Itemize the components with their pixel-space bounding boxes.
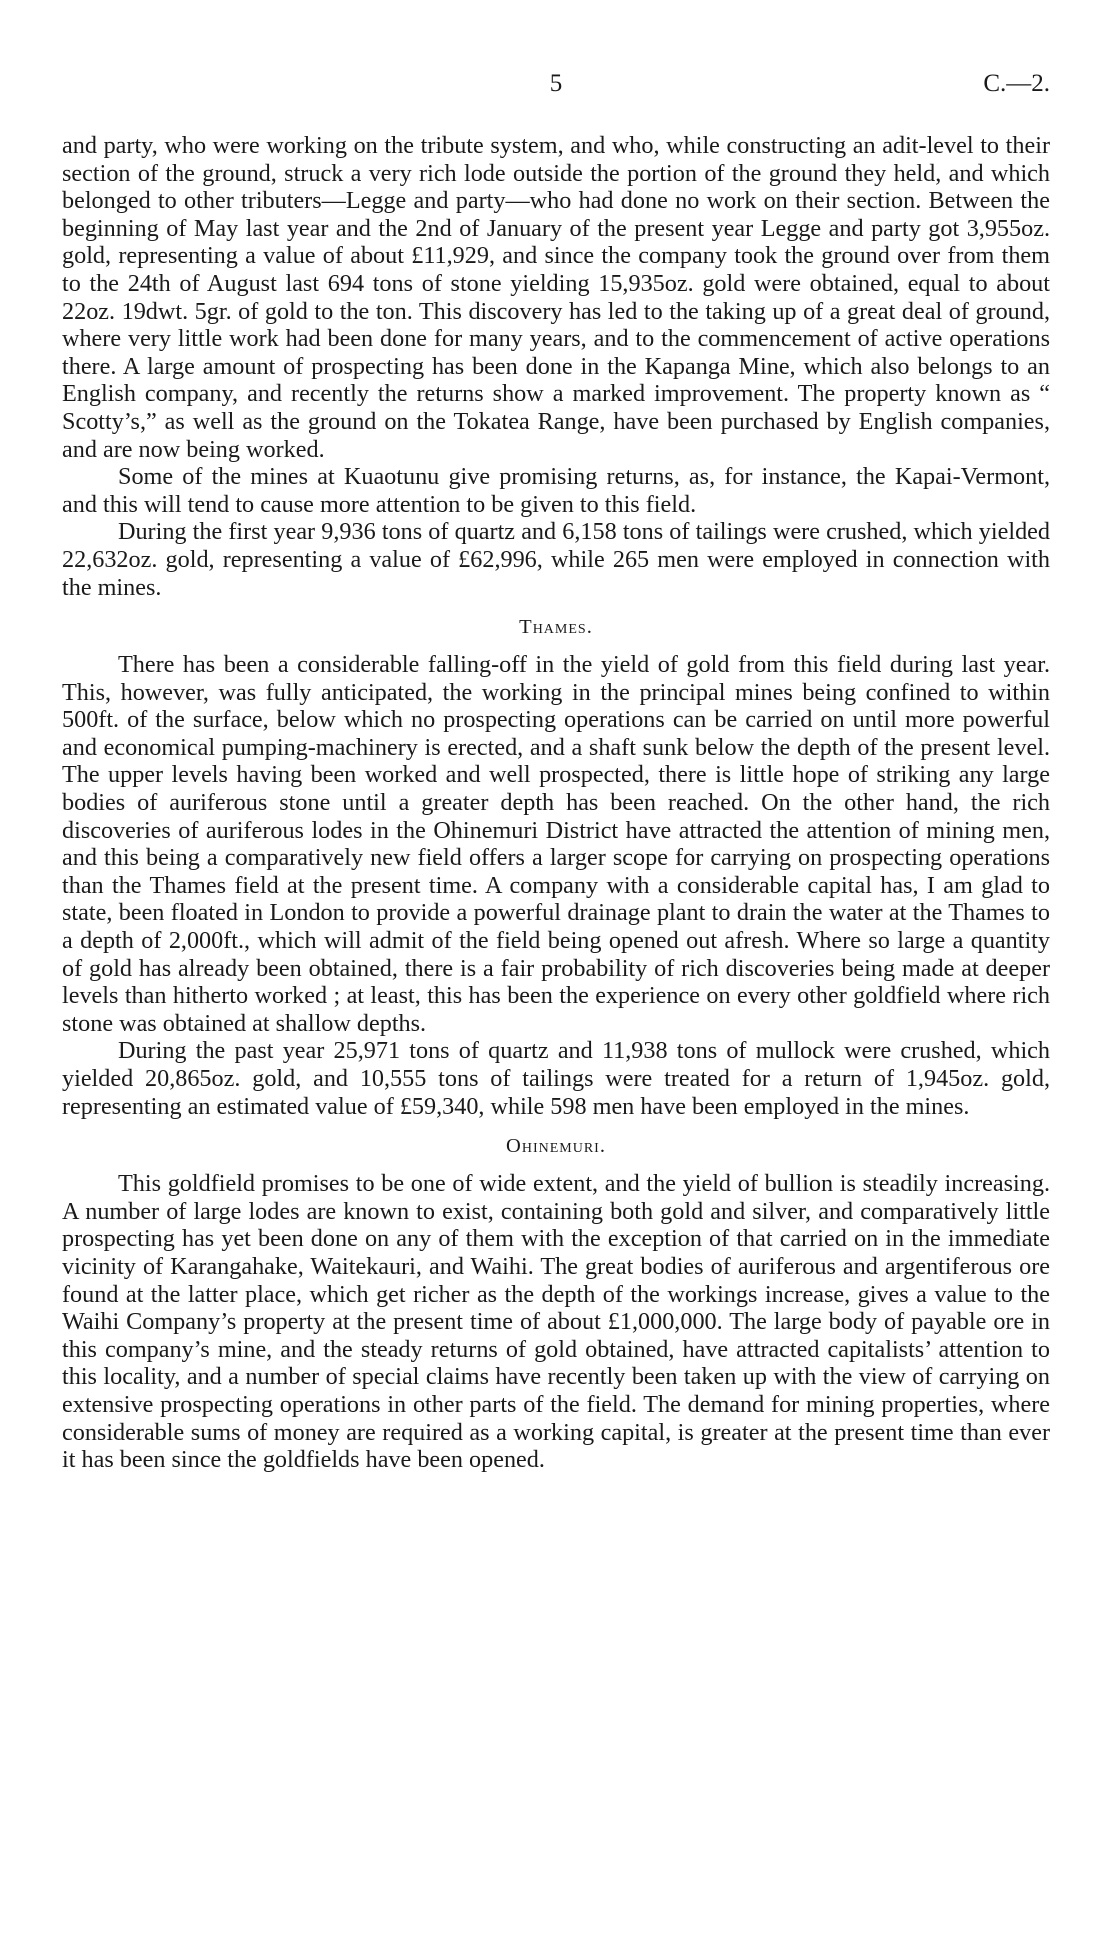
paragraph-thames-returns: During the past year 25,971 tons of quartz and 11,938 tons of mullock were crushed, which yielded 20,865oz. gold, and 10,555 tons of tailings were treated for a return of 1,945oz. gold, representing an estimated value of £59,340, while 598 men have been employed in the mines.: [62, 1037, 1050, 1120]
paragraph-kuaotunu: Some of the mines at Kuaotunu give promising returns, as, for instance, the Kapai-Vermont, and this will tend to cause more attention to be given to this field.: [62, 463, 1050, 518]
paragraph-thames-falling-off: There has been a considerable falling-off in the yield of gold from this field during last year. This, however, was fully anticipated, the working in the principal mines being confined to within 500ft. of the surface, below which no prospecting operations can be carried on until more powerful and economical pumping-machinery is erected, and a shaft sunk below the depth of the present level. The upper levels having been worked and well prospected, there is little hope of striking any large bodies of auriferous stone until a greater depth has been reached. On the other hand, the rich discoveries of auriferous lodes in the Ohinemuri District have attracted the attention of mining men, and this being a comparatively new field offers a larger scope for carrying on prospecting operations than the Thames field at the present time. A company with a considerable capital has, I am glad to state, been floated in London to provide a powerful drainage plant to drain the water at the Thames to a depth of 2,000ft., which will admit of the field being opened out afresh. Where so large a quantity of gold has already been obtained, there is a fair probability of rich discoveries being made at deeper levels than hitherto worked ; at least, this has been the experience on every other goldfield where rich stone was obtained at shallow depths.: [62, 651, 1050, 1037]
paragraph-first-year-returns: During the first year 9,936 tons of quartz and 6,158 tons of tailings were crushed, which yielded 22,632oz. gold, representing a value of £62,996, while 265 men were employed in connection with the mines.: [62, 518, 1050, 601]
section-heading-thames: Thames.: [519, 616, 593, 639]
section-thames: [62, 613, 1050, 1120]
document-page: [62, 70, 1050, 1474]
section-continued: [62, 132, 1050, 601]
section-heading-ohinemuri: Ohinemuri.: [506, 1135, 606, 1158]
paragraph-ohinemuri: This goldfield promises to be one of wide extent, and the yield of bullion is steadily increasing. A number of large lodes are known to exist, containing both gold and silver, and comparatively little prospecting has yet been done on any of them with the exception of that carried on in the immediate vicinity of Karangahake, Waitekauri, and Waihi. The great bodies of auriferous and argentiferous ore found at the latter place, which get richer as the depth of the workings increase, gives a value to the Waihi Company’s property at the present time of about £1,000,000. The large body of payable ore in this company’s mine, and the steady returns of gold obtained, have attracted capitalists’ attention to this locality, and a number of special claims have recently been taken up with the view of carrying on extensive prospecting operations in other parts of the field. The demand for mining properties, where considerable sums of money are required as a working capital, is greater at the present time than ever it has been since the goldfields have been opened.: [62, 1170, 1050, 1474]
paragraph-continued: and party, who were working on the tribute system, and who, while constructing an adit-level to their section of the ground, struck a very rich lode outside the portion of the ground they held, and which belonged to other tributers—Legge and party—who had done no work on their section. Between the beginning of May last year and the 2nd of January of the present year Legge and party got 3,955oz. gold, representing a value of about £11,929, and since the company took the ground over from them to the 24th of August last 694 tons of stone yielding 15,935oz. gold were obtained, equal to about 22oz. 19dwt. 5gr. of gold to the ton. This discovery has led to the taking up of a great deal of ground, where very little work had been done for many years, and to the commencement of active operations there. A large amount of prospecting has been done in the Kapanga Mine, which also belongs to an English company, and recently the returns show a marked improvement. The property known as “ Scotty’s,” as well as the ground on the Tokatea Range, have been purchased by English companies, and are now being worked.: [62, 132, 1050, 463]
document-reference: C.—2.: [983, 70, 1050, 97]
body-text: [62, 132, 1050, 1474]
running-head: [62, 70, 1050, 110]
section-ohinemuri: [62, 1132, 1050, 1474]
page-number: 5: [549, 70, 563, 97]
